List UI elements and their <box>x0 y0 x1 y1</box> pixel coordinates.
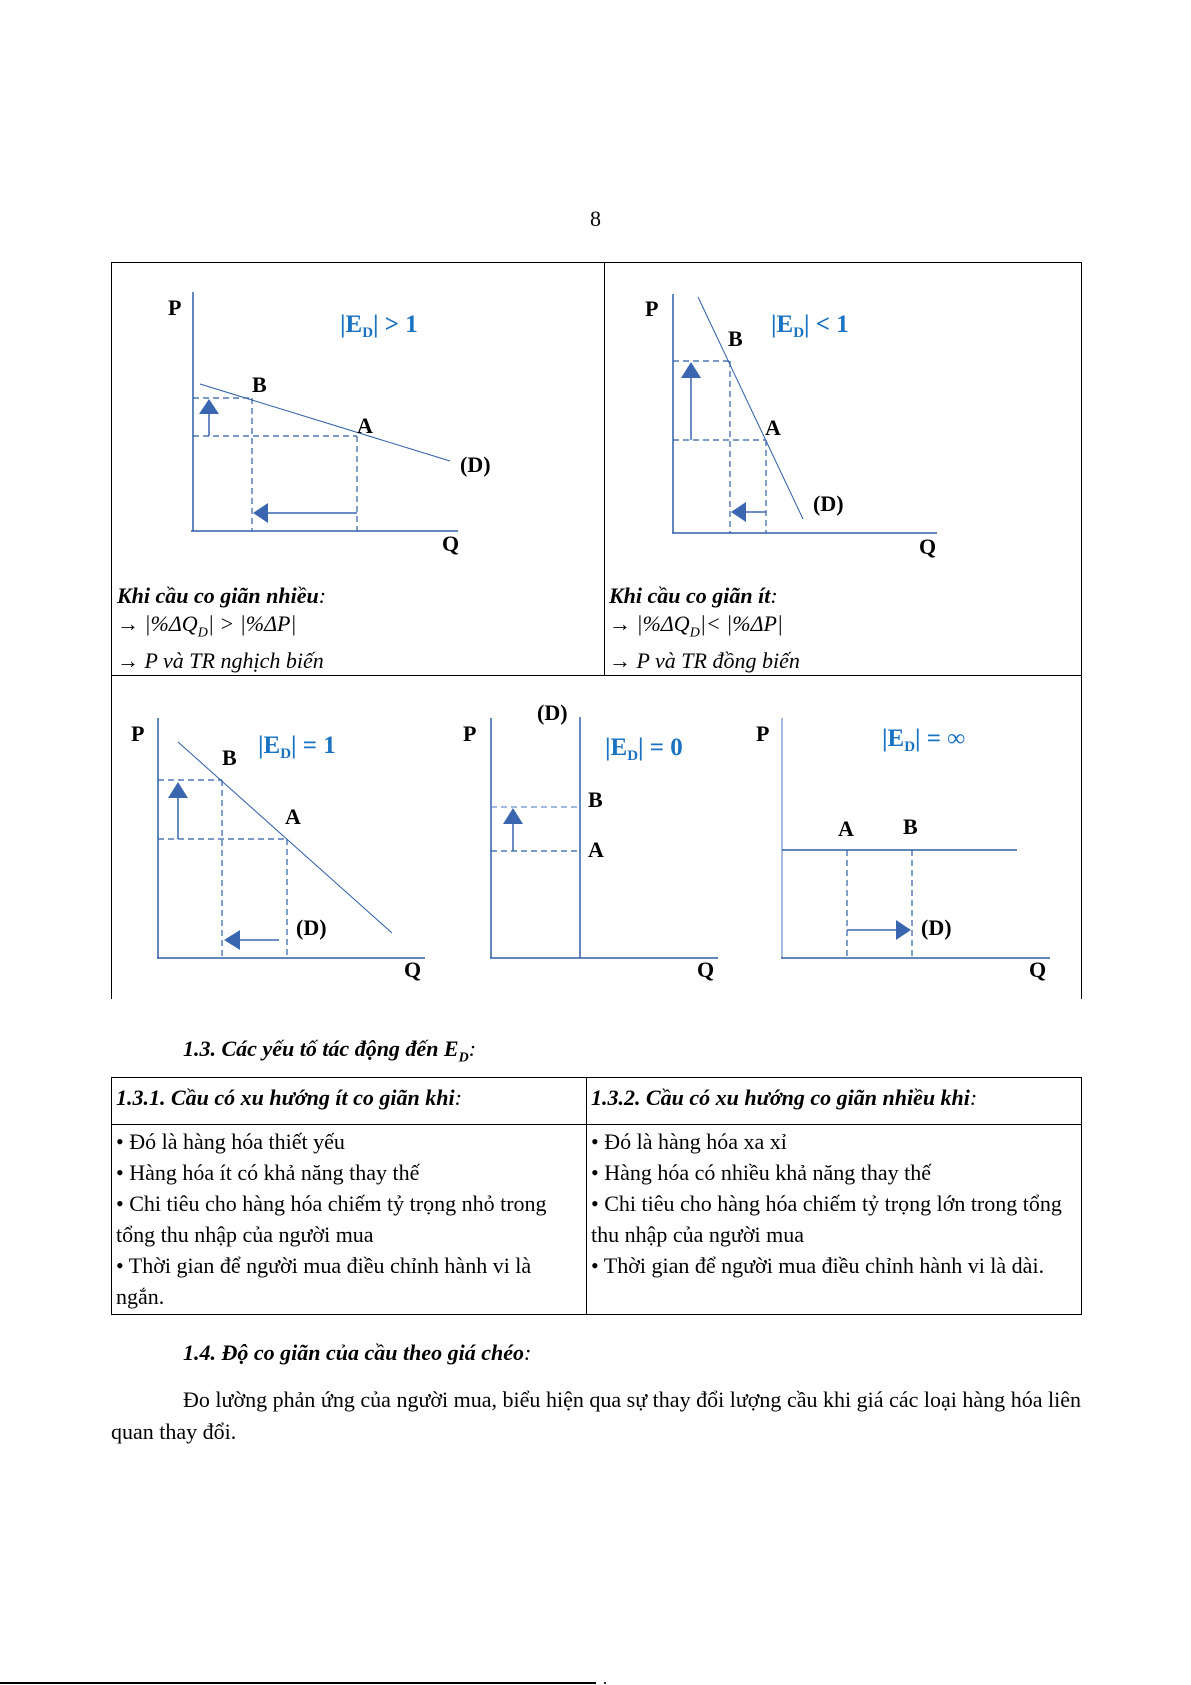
caption-inelastic <box>609 582 800 675</box>
list-item: • Chi tiêu cho hàng hóa chiếm tỷ trọng nhỏ trong tổng thu nhập của người mua <box>116 1191 547 1247</box>
demand-curve-label: (D) <box>813 491 844 516</box>
more-elastic-factors <box>587 1125 1082 1315</box>
graph-perfectly-inelastic <box>463 700 718 982</box>
point-b-label: B <box>728 326 743 351</box>
list-item: • Hàng hóa ít có khả năng thay thế <box>116 1160 420 1185</box>
point-b-label: B <box>222 745 237 770</box>
section-1-4-heading: 1.4. Độ co giãn của cầu theo giá chéo: <box>183 1340 532 1365</box>
footer-rule <box>0 1682 596 1684</box>
graph-perfectly-elastic <box>756 718 1050 982</box>
caption-elastic <box>117 582 326 675</box>
header-less-elastic: 1.3.1. Cầu có xu hướng ít co giãn khi: <box>112 1078 587 1125</box>
caption-line-2: → P và TR nghịch biến <box>117 648 324 674</box>
quantity-left-arrowhead <box>731 502 746 522</box>
caption-title: Khi cầu co giãn nhiều <box>117 583 319 608</box>
point-a-label: A <box>588 837 604 862</box>
table-row <box>112 1125 1082 1315</box>
q-axis-label: Q <box>697 957 715 982</box>
quantity-left-arrowhead <box>224 930 240 950</box>
list-item: • Đó là hàng hóa thiết yếu <box>116 1129 345 1154</box>
price-up-arrowhead <box>681 362 701 378</box>
list-item: • Thời gian để người mua điều chỉnh hành vi là dài. <box>591 1253 1045 1278</box>
quantity-left-arrowhead <box>253 503 268 523</box>
less-elastic-factors <box>112 1125 587 1315</box>
caption-line-1: → $|\%\Delta Q_D|< |\%\Delta P|$ <box>609 611 783 641</box>
demand-curve-label: (D) <box>921 915 952 940</box>
price-up-arrowhead <box>503 808 523 824</box>
caption-line-1: → $|\%\Delta Q_D| > |\%\Delta P|$ <box>117 611 297 641</box>
graph-elastic <box>168 292 491 556</box>
point-a-label: A <box>285 804 301 829</box>
caption-colon: : <box>770 583 778 608</box>
demand-curve-label: (D) <box>460 452 491 477</box>
point-b-label: B <box>903 814 918 839</box>
header-more-elastic: 1.3.2. Cầu có xu hướng co giãn nhiều khi: <box>587 1078 1082 1125</box>
point-a-label: A <box>838 816 854 841</box>
demand-curve-label: (D) <box>537 700 568 725</box>
p-axis-label: P <box>756 721 770 746</box>
p-axis-label: P <box>131 721 145 746</box>
q-axis-label: Q <box>442 531 460 556</box>
quantity-right-arrowhead <box>896 920 911 940</box>
caption-title: Khi cầu co giãn ít <box>609 583 771 608</box>
price-up-arrowhead <box>168 782 188 798</box>
caption-line-2: → P và TR đồng biến <box>609 648 800 674</box>
elasticity-label: $|E_D|$ = ∞ <box>882 725 966 755</box>
price-up-arrowhead <box>199 399 219 414</box>
q-axis-label: Q <box>404 957 422 982</box>
point-a-label: A <box>357 413 373 438</box>
point-b-label: B <box>588 787 603 812</box>
section-1-4-paragraph: Đo lường phản ứng của người mua, biểu hiện qua sự thay đổi lượng cầu khi giá các loại hàng hóa liên quan thay đổi. <box>111 1387 1081 1444</box>
p-axis-label: P <box>463 721 477 746</box>
table-header-row <box>112 1078 1082 1125</box>
p-axis-label: P <box>645 296 659 321</box>
elasticity-label: $|E_D| < 1$ <box>771 311 849 341</box>
caption-colon: : <box>318 583 327 608</box>
factors-table <box>111 1077 1082 1315</box>
list-item: • Hàng hóa có nhiều khả năng thay thế <box>591 1160 932 1185</box>
graph-unit-elastic <box>131 718 425 982</box>
p-axis-label: P <box>168 295 182 320</box>
list-item: • Chi tiêu cho hàng hóa chiếm tỷ trọng lớn trong tổng thu nhập của người mua <box>591 1191 1062 1247</box>
q-axis-label: Q <box>919 534 937 559</box>
footer-mark <box>604 1682 606 1684</box>
elasticity-label: $|E_D| = 1$ <box>258 732 336 762</box>
list-item: • Thời gian để người mua điều chỉnh hành vi là ngắn. <box>116 1253 532 1309</box>
elasticity-label: $|E_D| > 1$ <box>340 311 418 341</box>
point-a-label: A <box>765 415 781 440</box>
demand-curve <box>200 384 450 461</box>
demand-curve <box>178 742 392 933</box>
demand-curve-label: (D) <box>296 915 327 940</box>
q-axis-label: Q <box>1029 957 1047 982</box>
page-number: 8 <box>590 206 601 231</box>
point-b-label: B <box>252 372 267 397</box>
section-1-3-heading: 1.3. Các yếu tố tác động đến $E_D$: <box>183 1036 477 1066</box>
list-item: • Đó là hàng hóa xa xỉ <box>591 1129 787 1154</box>
graph-inelastic <box>645 294 937 559</box>
elasticity-label: $|E_D| = 0$ <box>605 734 683 764</box>
